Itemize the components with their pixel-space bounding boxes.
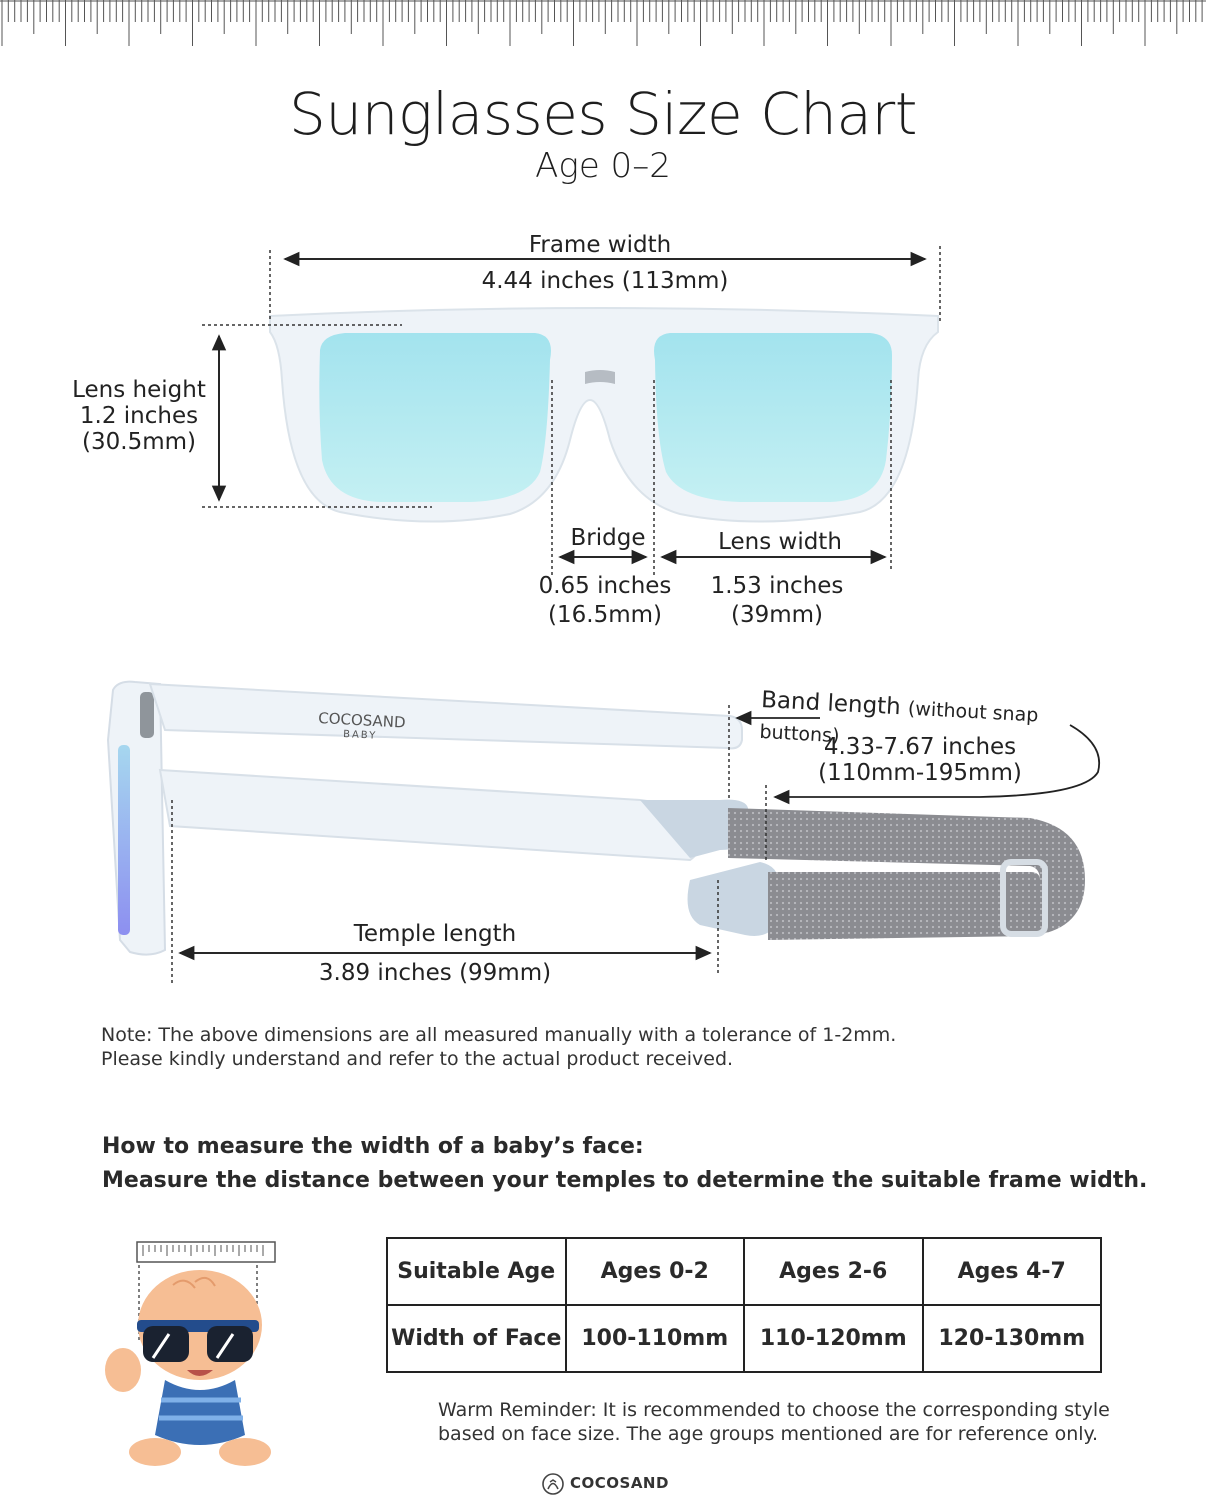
lens-width-mm: (39mm): [730, 602, 824, 628]
table-cell: 120-130mm: [923, 1305, 1102, 1372]
lens-height-inches: 1.2 inches: [79, 403, 199, 429]
page-title: Sunglasses Size Chart: [289, 80, 917, 148]
how-to-measure: [102, 1130, 1147, 1198]
lens-width-inches: 1.53 inches: [710, 573, 844, 599]
band-length-note: (without snap buttons): [758, 697, 1039, 748]
warm-reminder: [438, 1398, 1110, 1446]
band-strap: [728, 808, 1085, 940]
size-table: [386, 1237, 1102, 1373]
ruler-decoration: [0, 0, 1206, 48]
table-cell: Width of Face: [387, 1305, 566, 1372]
how-to-line-2: Measure the distance between your temples to determine the suitable frame width.: [102, 1168, 1148, 1193]
lens-height-mm: (30.5mm): [82, 429, 196, 455]
page-subtitle: Age 0–2: [535, 146, 671, 186]
left-lens: [319, 333, 551, 502]
temple-length-value: 3.89 inches (99mm): [318, 960, 552, 986]
brand-logo-icon: [541, 1472, 565, 1496]
temple-length-label: Temple length: [353, 921, 517, 947]
bridge-inches: 0.65 inches: [538, 573, 672, 599]
bridge-mm: (16.5mm): [548, 602, 662, 628]
how-to-line-1: How to measure the width of a baby’s face:: [102, 1134, 644, 1159]
frame-width-label: Frame width: [528, 232, 672, 258]
band-length-mm: (110mm-195mm): [818, 760, 1022, 786]
measurement-note: [101, 1023, 896, 1071]
table-row: [387, 1238, 1101, 1305]
baby-illustration: [95, 1230, 285, 1470]
band-length-inches: 4.33-7.67 inches: [823, 734, 1017, 760]
nose-pad: [585, 370, 615, 384]
table-cell: 110-120mm: [744, 1305, 923, 1372]
note-line-2: Please kindly understand and refer to the actual product received.: [101, 1048, 734, 1070]
band-length-title: Band length: [760, 686, 902, 721]
footer-brand: COCOSAND: [570, 1474, 669, 1492]
bridge-label: Bridge: [570, 525, 646, 551]
table-row: [387, 1305, 1101, 1372]
frame-width-value: 4.44 inches (113mm): [481, 268, 729, 294]
temple-brand-text: COCOSAND: [317, 709, 407, 732]
table-cell: 100-110mm: [566, 1305, 745, 1372]
warm-reminder-line-1: Warm Reminder: It is recommended to choose the corresponding style: [438, 1399, 1110, 1421]
warm-reminder-line-2: based on face size. The age groups mentioned are for reference only.: [438, 1423, 1099, 1445]
table-cell: Suitable Age: [387, 1238, 566, 1305]
lens-height-label: Lens height: [72, 377, 206, 403]
table-cell: Ages 0-2: [566, 1238, 745, 1305]
right-lens: [654, 333, 892, 502]
lens-width-label: Lens width: [718, 529, 842, 555]
table-cell: Ages 4-7: [923, 1238, 1102, 1305]
note-line-1: Note: The above dimensions are all measured manually with a tolerance of 1-2mm.: [101, 1024, 897, 1046]
table-cell: Ages 2-6: [744, 1238, 923, 1305]
temple-brand-sub-text: BABY: [342, 729, 378, 742]
